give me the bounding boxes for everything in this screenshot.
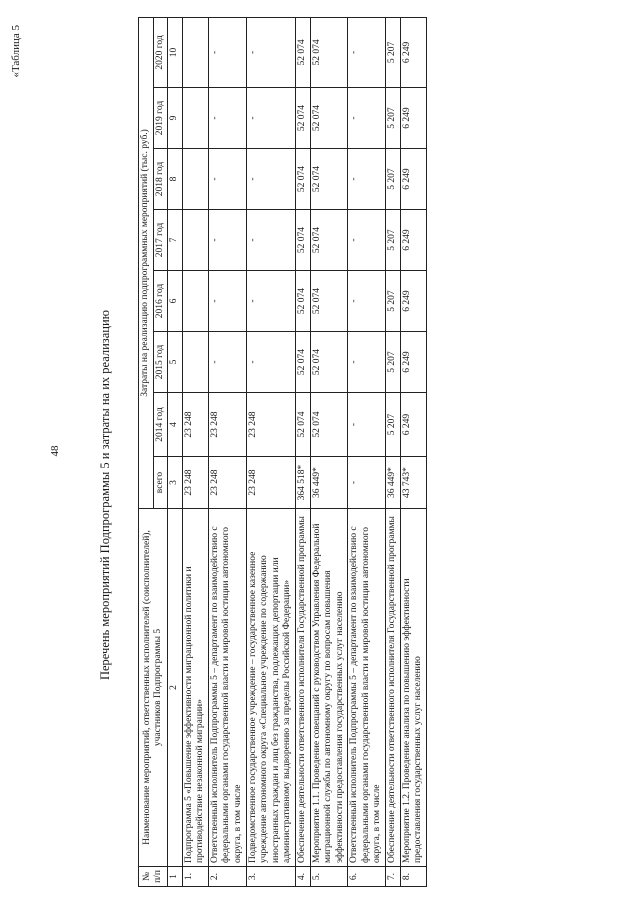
- row-year-value: 5 207: [385, 393, 400, 457]
- row-number: 2.: [208, 867, 246, 887]
- row-year-value: 6 249: [400, 210, 426, 271]
- table-row: [208, 17, 246, 886]
- row-year-value: 6 249: [400, 17, 426, 87]
- row-year-value: 5 207: [385, 88, 400, 149]
- row-year-value: 52 074: [295, 210, 310, 271]
- row-year-value: -: [348, 393, 386, 457]
- row-name: Мероприятие 1.1. Проведение совещаний с руководством Управления Федеральной миграционной службы по автономному округу по вопросам повышения эффективности предоставления государственных услуг населению: [310, 509, 348, 867]
- row-name: Ответственный исполнитель Подпрограммы 5 – департамент по взаимодействию с федеральными органами государственной власти и мировой юстиции автономного округа, в том числе: [208, 509, 246, 867]
- row-year-value: 52 074: [310, 210, 348, 271]
- row-year-value: 52 074: [310, 17, 348, 87]
- row-total: 36 449*: [385, 457, 400, 509]
- row-name: Подпрограмма 5 «Повышение эффективности миграционной политики и противодействие незаконной миграции»: [182, 509, 208, 867]
- column-index: 2: [168, 509, 183, 867]
- row-year-value: 6 249: [400, 332, 426, 393]
- row-name: Обеспечение деятельности ответственного исполнителя Государственной программы: [385, 509, 400, 867]
- row-name: Обеспечение деятельности ответственного исполнителя Государственной программы: [295, 509, 310, 867]
- row-year-value: -: [246, 17, 295, 87]
- row-year-value: 6 249: [400, 88, 426, 149]
- row-name: Подведомственное государственное учреждение – государственное казенное учреждение автономного округа «Специальное учреждение по содержанию иностранных граждан и лиц без гражданства, подлежащих депортации или административному выдворению за пределы Российской Федерации»: [246, 509, 295, 867]
- row-year-value: [182, 17, 208, 87]
- measures-table: [138, 17, 427, 887]
- row-number: 7.: [385, 867, 400, 887]
- row-year-value: 52 074: [310, 149, 348, 210]
- table-row: [348, 17, 386, 886]
- row-year-value: 52 074: [295, 88, 310, 149]
- column-index: 7: [168, 210, 183, 271]
- column-index: 10: [168, 17, 183, 87]
- row-year-value: 52 074: [295, 149, 310, 210]
- row-year-value: -: [246, 88, 295, 149]
- row-year-value: 5 207: [385, 332, 400, 393]
- row-year-value: -: [208, 332, 246, 393]
- row-total: 36 449*: [310, 457, 348, 509]
- row-year-value: [182, 271, 208, 332]
- row-total: 23 248: [182, 457, 208, 509]
- row-year-value: 52 074: [295, 271, 310, 332]
- column-index: 6: [168, 271, 183, 332]
- row-year-value: 23 248: [182, 393, 208, 457]
- table-row: [400, 17, 426, 886]
- row-number: 1.: [182, 867, 208, 887]
- row-year-value: -: [348, 88, 386, 149]
- row-year-value: 5 207: [385, 271, 400, 332]
- table-row: [182, 17, 208, 886]
- row-year-value: [182, 332, 208, 393]
- row-year-value: -: [246, 149, 295, 210]
- row-year-value: 52 074: [295, 332, 310, 393]
- row-year-value: 5 207: [385, 149, 400, 210]
- row-year-value: -: [208, 88, 246, 149]
- page-number: 48: [49, 445, 61, 457]
- row-name: Ответственный исполнитель Подпрограммы 5 – департамент по взаимодействию с федеральными органами государственной власти и мировой юстиции автономного округа, в том числе: [348, 509, 386, 867]
- row-year-value: 52 074: [295, 17, 310, 87]
- header-year: 2016 год: [153, 271, 168, 332]
- row-year-value: 6 249: [400, 271, 426, 332]
- row-year-value: 52 074: [295, 393, 310, 457]
- column-index: 3: [168, 457, 183, 509]
- row-number: 4.: [295, 867, 310, 887]
- row-year-value: -: [246, 332, 295, 393]
- row-year-value: -: [208, 210, 246, 271]
- table-row: [310, 17, 348, 886]
- row-year-value: 52 074: [310, 88, 348, 149]
- header-year: 2014 год: [153, 393, 168, 457]
- row-year-value: 5 207: [385, 210, 400, 271]
- column-index: 1: [168, 867, 183, 887]
- row-year-value: -: [246, 210, 295, 271]
- row-year-value: -: [208, 17, 246, 87]
- row-number: 3.: [246, 867, 295, 887]
- table-row: [246, 17, 295, 886]
- row-year-value: -: [348, 210, 386, 271]
- column-index: 5: [168, 332, 183, 393]
- row-year-value: -: [348, 17, 386, 87]
- row-name: Мероприятие 1.2. Проведение анализа по повышению эффективности предоставления государственных услуг населению: [400, 509, 426, 867]
- header-year: 2020 год: [153, 17, 168, 87]
- row-year-value: 23 248: [208, 393, 246, 457]
- table-row: [385, 17, 400, 886]
- row-year-value: -: [208, 149, 246, 210]
- row-total: 364 518*: [295, 457, 310, 509]
- row-number: 8.: [400, 867, 426, 887]
- column-index: 8: [168, 149, 183, 210]
- row-total: 43 743*: [400, 457, 426, 509]
- row-year-value: -: [246, 271, 295, 332]
- row-year-value: -: [208, 271, 246, 332]
- row-year-value: [182, 210, 208, 271]
- document-title: Перечень мероприятий Подпрограммы 5 и затраты на их реализацию: [98, 309, 112, 681]
- header-total: всего: [153, 457, 168, 509]
- row-number: 6.: [348, 867, 386, 887]
- row-year-value: 52 074: [310, 332, 348, 393]
- header-year: 2015 год: [153, 332, 168, 393]
- row-total: 23 248: [246, 457, 295, 509]
- header-name: Наименование мероприятий, ответственных исполнителей (соисполнителей), участников Подпрограммы 5: [139, 509, 168, 867]
- row-year-value: 6 249: [400, 149, 426, 210]
- row-year-value: 52 074: [310, 271, 348, 332]
- table-row: [295, 17, 310, 886]
- row-year-value: [182, 88, 208, 149]
- row-year-value: 23 248: [246, 393, 295, 457]
- header-number: № п/п: [139, 867, 168, 887]
- row-total: 23 248: [208, 457, 246, 509]
- row-total: -: [348, 457, 386, 509]
- row-year-value: -: [348, 332, 386, 393]
- header-year: 2017 год: [153, 210, 168, 271]
- row-year-value: [182, 149, 208, 210]
- row-year-value: -: [348, 149, 386, 210]
- column-index: 9: [168, 88, 183, 149]
- header-year: 2018 год: [153, 149, 168, 210]
- row-year-value: 5 207: [385, 17, 400, 87]
- column-index: 4: [168, 393, 183, 457]
- row-year-value: -: [348, 271, 386, 332]
- row-year-value: 52 074: [310, 393, 348, 457]
- header-year: 2019 год: [153, 88, 168, 149]
- row-number: 5.: [310, 867, 348, 887]
- header-costs: Затраты на реализацию подпрограммных мероприятий (тыс. руб.): [139, 17, 154, 508]
- row-year-value: 6 249: [400, 393, 426, 457]
- table-label: «Таблица 5: [10, 25, 22, 78]
- column-index-row: [168, 17, 183, 886]
